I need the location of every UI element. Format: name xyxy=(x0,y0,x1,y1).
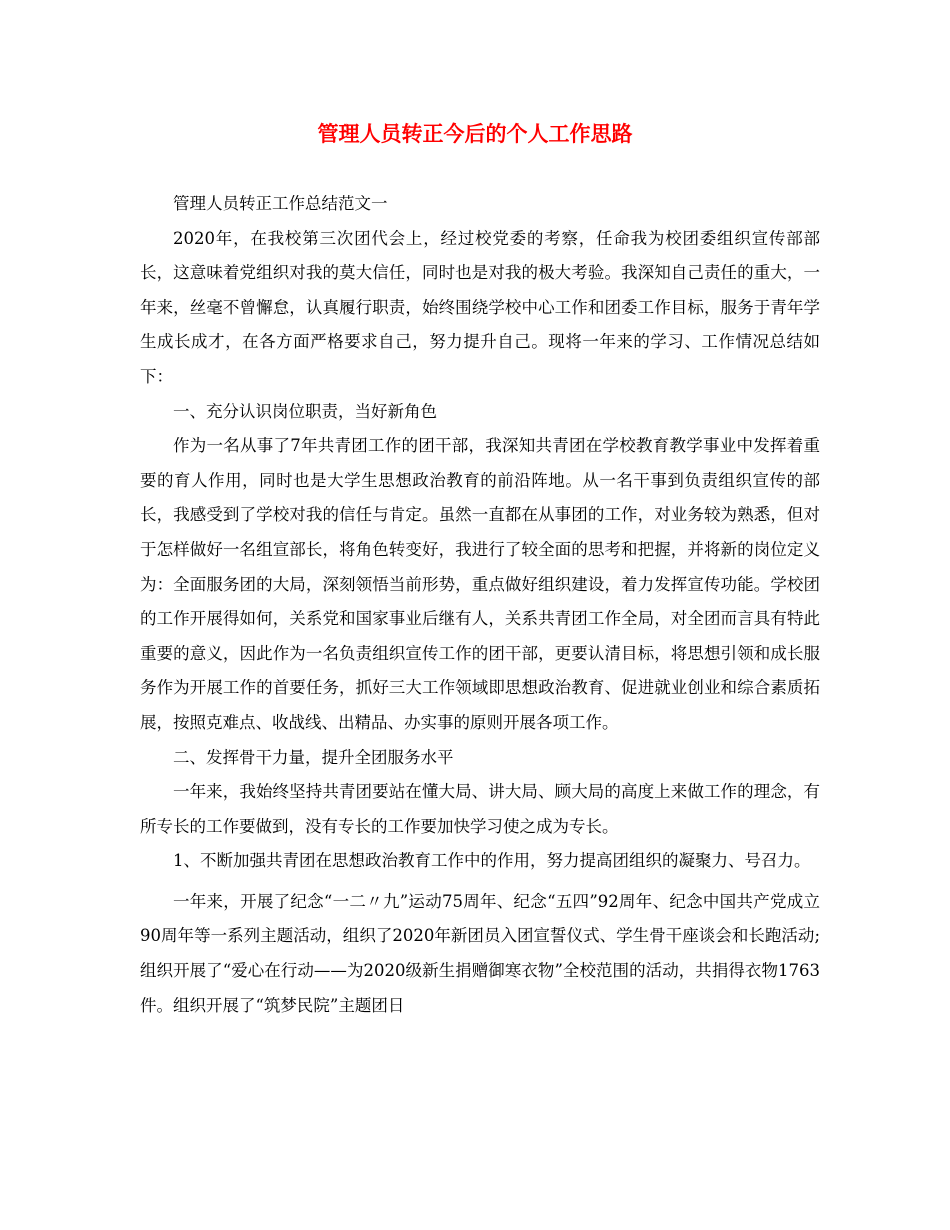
sub-heading-1: 1、不断加强共青团在思想政治教育工作中的作用，努力提高团组织的凝聚力、号召力。 xyxy=(173,851,811,871)
document-body xyxy=(140,187,820,1023)
section-heading-2: 二、发挥骨干力量，提升全团服务水平 xyxy=(173,747,454,767)
paragraph-intro: 2020年，在我校第三次团代会上，经过校党委的考察，任命我为校团委组织宣传部部长，这意味着党组织对我的莫大信任，同时也是对我的极大考验。我深知自己责任的重大，一年来，丝毫不曾懈怠，认真履行职责，始终围绕学校中心工作和团委工作目标，服务于青年学生成长成才，在各方面严格要求自己，努力提升自己。现将一年来的学习、工作情况总结如下： xyxy=(140,228,820,386)
paragraph-subtitle: 管理人员转正工作总结范文一 xyxy=(173,194,388,213)
section-heading-1: 一、充分认识岗位职责，当好新角色 xyxy=(173,401,437,421)
document-title: 管理人员转正今后的个人工作思路 xyxy=(317,121,633,146)
paragraph-service: 一年来，我始终坚持共青团要站在懂大局、讲大局、顾大局的高度上来做工作的理念，有所专长的工作要做到，没有专长的工作要加快学习使之成为专长。 xyxy=(140,782,820,836)
paragraph-activities: 一年来，开展了纪念“一二〃九”运动75周年、纪念“五四”92周年、纪念中国共产党成立90周年等一系列主题活动，组织了2020年新团员入团宣誓仪式、学生骨干座谈会和长跑活动;组织开展了“爱心在行动——为2020级新生捐赠御寒衣物”全校范围的活动，共捐得衣物1763件。组织开展了“筑梦民院”主题团日 xyxy=(140,891,820,1015)
paragraph-role: 作为一名从事了7年共青团工作的团干部，我深知共青团在学校教育教学事业中发挥着重要的育人作用，同时也是大学生思想政治教育的前沿阵地。从一名干事到负责组织宣传的部长，我感受到了学校对我的信任与肯定。虽然一直都在从事团的工作，对业务较为熟悉，但对于怎样做好一名组宣部长，将角色转变好，我进行了较全面的思考和把握，并将新的岗位定义为：全面服务团的大局，深刻领悟当前形势，重点做好组织建设，着力发挥宣传功能。学校团的工作开展得如何，关系党和国家事业后继有人，关系共青团工作全局，对全团而言具有特此重要的意义，因此作为一名负责组织宣传工作的团干部，更要认清目标，将思想引领和成长服务作为开展工作的首要任务，抓好三大工作领域即思想政治教育、促进就业创业和综合素质拓展，按照克难点、收战线、出精品、办实事的原则开展各项工作。 xyxy=(140,436,820,732)
